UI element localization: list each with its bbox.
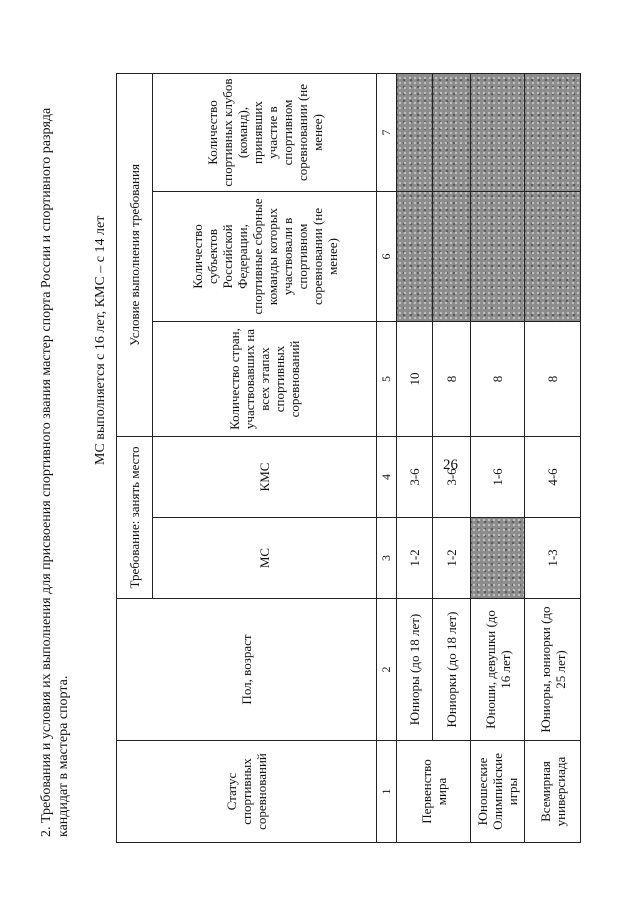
row-sex-age: Юноши, девушки (до 16 лет) <box>471 599 525 741</box>
page-number: 26 <box>443 457 458 473</box>
header-sex-age: Пол, возраст <box>117 599 377 741</box>
row-kms: 1-6 <box>471 437 525 518</box>
header-ms: МС <box>153 518 377 599</box>
row-kms: 4-6 <box>525 437 581 518</box>
shaded-cell <box>471 74 525 192</box>
header-conditions: Условие выполнения требования <box>117 74 153 437</box>
row-countries: 10 <box>397 322 433 437</box>
table-row <box>525 74 581 843</box>
table-row <box>433 74 471 843</box>
row-kms: 3-6 <box>433 437 471 518</box>
age-note: МС выполняется с 16 лет, КМС – с 14 лет <box>93 215 108 465</box>
column-number: 3 <box>377 518 397 599</box>
shaded-cell <box>397 192 433 322</box>
row-sex-age: Юниоры, юниорки (до 25 лет) <box>525 599 581 741</box>
shaded-cell <box>433 192 471 322</box>
header-countries: Количество стран, участвовавших на всех этапах спортивных соревнований <box>153 322 377 437</box>
header-place: Требование: занять место <box>117 437 153 599</box>
section-heading: 2. Требования и условия их выполнения для присвоения спортивного звания мастер спорта России и спортивного разряда кандидат в мастера спорта. <box>39 107 71 837</box>
column-number: 6 <box>377 192 397 322</box>
shaded-cell <box>471 518 525 599</box>
row-sex-age: Юниорки (до 18 лет) <box>433 599 471 741</box>
table-row <box>397 74 433 843</box>
header-subjects: Количество субъектов Российской Федерации, спортивные сборные команды которых участвовали в спортивном соревновании (не менее) <box>153 192 377 322</box>
column-number: 5 <box>377 322 397 437</box>
column-number: 2 <box>377 599 397 741</box>
shaded-cell <box>397 74 433 192</box>
row-ms: 1-2 <box>433 518 471 599</box>
header-clubs: Количество спортивных клубов (команд), принявших участие в спортивном соревновании (не менее) <box>153 74 377 192</box>
row-countries: 8 <box>433 322 471 437</box>
column-number: 1 <box>377 741 397 843</box>
header-kms: КМС <box>153 437 377 518</box>
shaded-cell <box>433 74 471 192</box>
row-status: Первенство мира <box>397 741 471 843</box>
row-ms: 1-2 <box>397 518 433 599</box>
shaded-cell <box>525 74 581 192</box>
row-status: Юношеские Олимпийские игры <box>471 741 525 843</box>
table-row <box>471 74 525 843</box>
header-status: Статус спортивных соревнований <box>117 741 377 843</box>
shaded-cell <box>471 192 525 322</box>
column-number: 7 <box>377 74 397 192</box>
row-countries: 8 <box>525 322 581 437</box>
shaded-cell <box>525 192 581 322</box>
row-status: Всемирная универсиада <box>525 741 581 843</box>
row-ms: 1-3 <box>525 518 581 599</box>
row-countries: 8 <box>471 322 525 437</box>
row-sex-age: Юниоры (до 18 лет) <box>397 599 433 741</box>
requirements-table <box>116 73 581 843</box>
row-kms: 3-6 <box>397 437 433 518</box>
column-number: 4 <box>377 437 397 518</box>
